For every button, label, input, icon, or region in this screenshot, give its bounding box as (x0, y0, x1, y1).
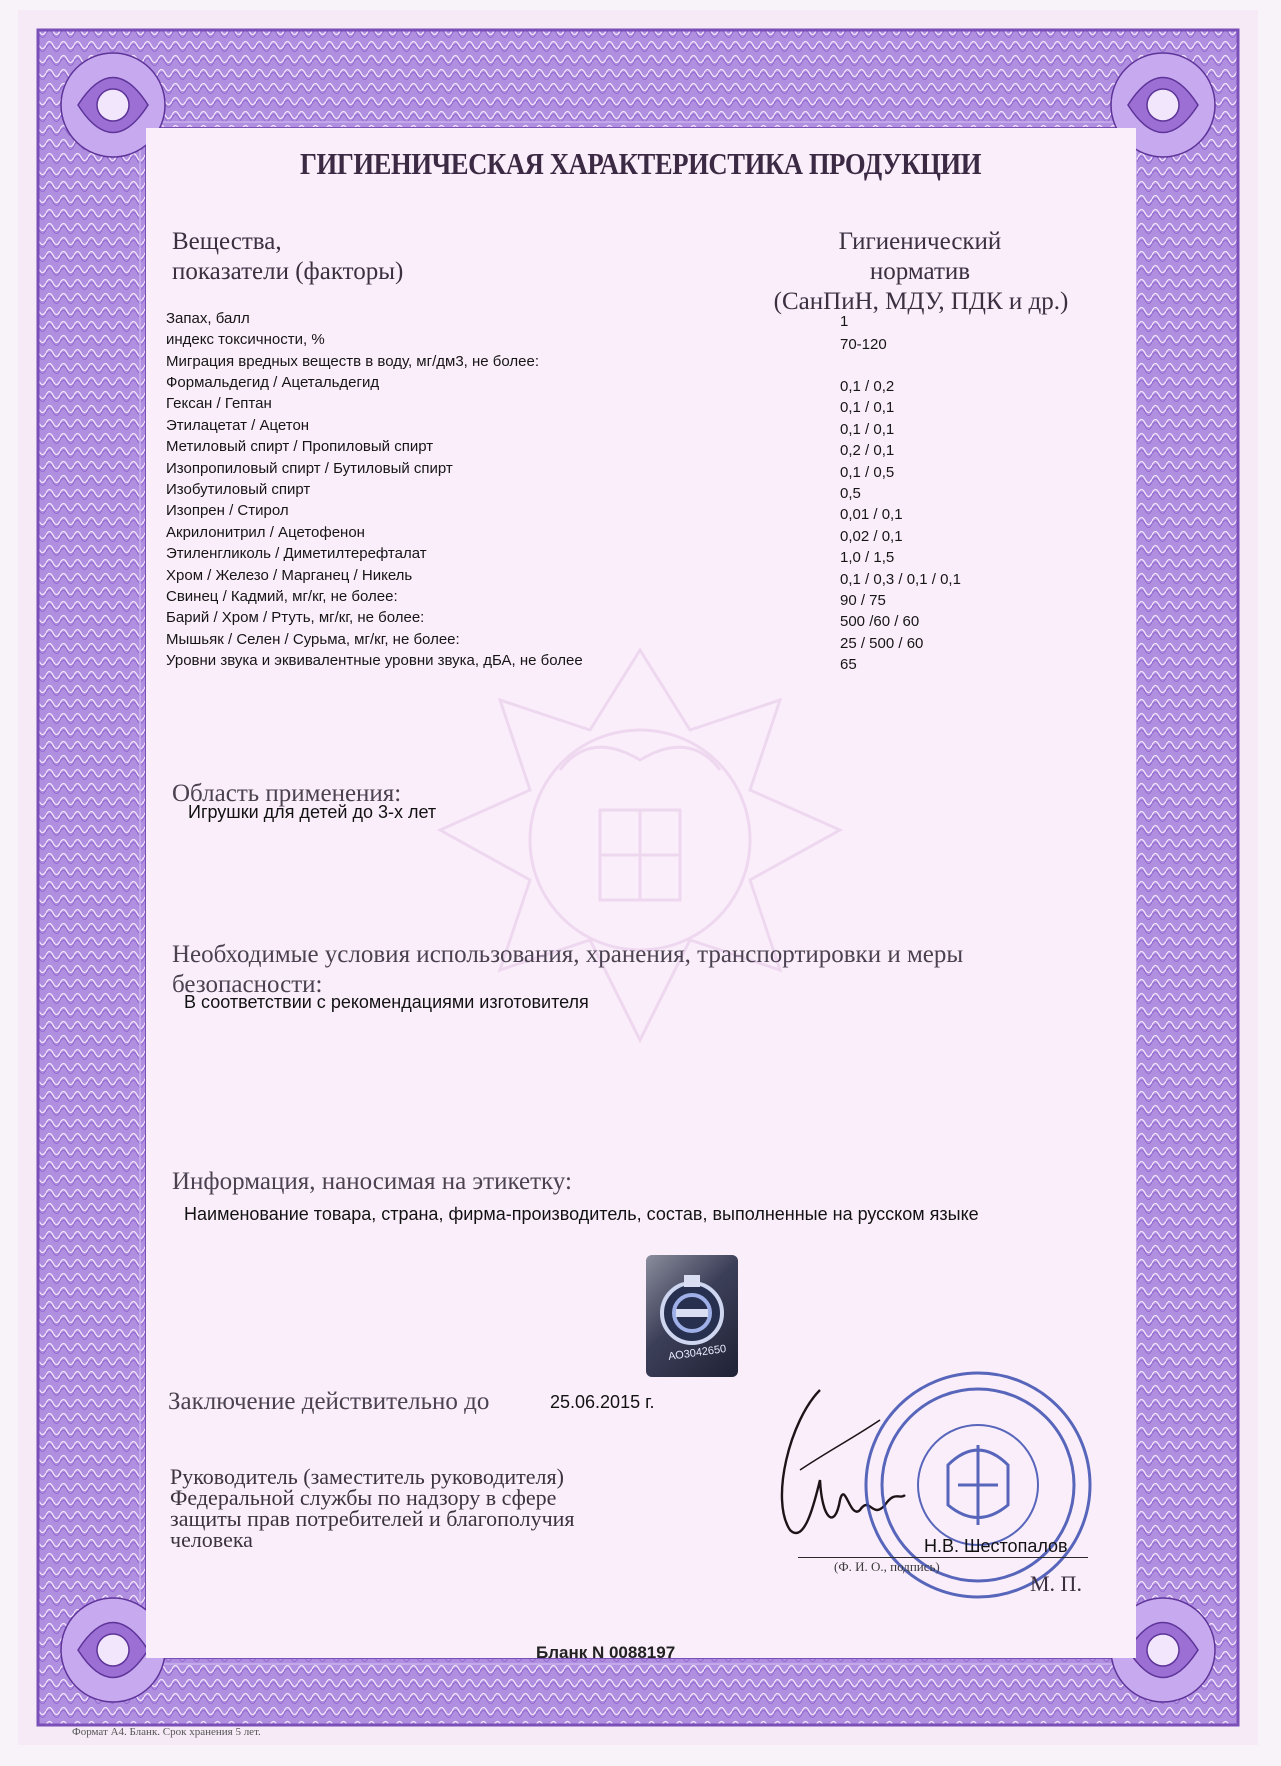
table-row-name: Этилацетат / Ацетон (166, 417, 310, 434)
page-title: ГИГИЕНИЧЕСКАЯ ХАРАКТЕРИСТИКА ПРОДУКЦИИ (299, 146, 982, 181)
validity-date: 25.06.2015 г. (550, 1392, 655, 1412)
table-row-name: индекс токсичности, % (166, 331, 325, 348)
blank-number: Бланк N 0088197 (536, 1643, 676, 1662)
conditions-value: В соответствии с рекомендациями изготовителя (184, 992, 589, 1012)
label-info-value: Наименование товара, страна, фирма-производитель, состав, выполненные на русском языке (184, 1204, 979, 1224)
column-header-substances-2: показатели (факторы) (172, 258, 404, 285)
table-row-name: Формальдегид / Ацетальдегид (166, 374, 380, 391)
table-row-name: Метиловый спирт / Пропиловый спирт (166, 438, 434, 455)
signature-line (798, 1557, 1088, 1558)
table-row-value: 0,1 / 0,1 (840, 399, 895, 416)
scope-value: Игрушки для детей до 3-х лет (188, 802, 437, 822)
column-header-norm-2: норматив (869, 258, 971, 285)
table-row-value: 1 (840, 313, 849, 330)
table-row-name: Акрилонитрил / Ацетофенон (166, 524, 365, 541)
table-row-value: 1,0 / 1,5 (840, 549, 895, 566)
table-row-name: Гексан / Гептан (166, 395, 272, 412)
table-row-name: Изопропиловый спирт / Бутиловый спирт (166, 460, 453, 477)
table-row-value: 0,1 / 0,5 (840, 464, 895, 481)
signer-name: Н.В. Шестопалов (924, 1536, 1068, 1556)
hologram-sticker (646, 1255, 738, 1377)
table-row-value: 65 (840, 656, 857, 673)
table-row-name: Изопрен / Стирол (166, 502, 289, 519)
seal-place-mark: М. П. (1030, 1571, 1082, 1596)
column-header-norm: Гигиенический (838, 228, 1002, 255)
hologram-number: АО3042650 (667, 1342, 728, 1364)
table-row-value: 70-120 (840, 336, 887, 353)
table-row-value: 500 /60 / 60 (840, 613, 920, 630)
table-row-name: Запах, балл (166, 310, 250, 327)
table-row-name: Мышьяк / Селен / Сурьма, мг/кг, не более: (166, 631, 460, 648)
table-row-name: Барий / Хром / Ртуть, мг/кг, не более: (166, 609, 425, 626)
table-row-value: 90 / 75 (840, 592, 886, 609)
conditions-label: Необходимые условия использования, хранения, транспортировки и меры безопасности: (172, 941, 964, 998)
manager-title: Руководитель (заместитель руководителя) Федеральной службы по надзору в сфере защиты прав потребителей и благополучия человека (170, 1464, 575, 1552)
table-row-value: 25 / 500 / 60 (840, 635, 924, 652)
table-row-value: 0,2 / 0,1 (840, 442, 895, 459)
table-row-value: 0,01 / 0,1 (840, 506, 903, 523)
table-row-value: 0,1 / 0,1 (840, 421, 895, 438)
table-row-value: 0,02 / 0,1 (840, 528, 903, 545)
table-row-value: 0,1 / 0,2 (840, 378, 895, 395)
table-row-value: 0,5 (840, 485, 861, 502)
table-row-name: Изобутиловый спирт (166, 481, 311, 498)
table-row-name: Миграция вредных веществ в воду, мг/дм3, не более: (166, 353, 539, 370)
scope-label: Область применения: (172, 780, 402, 807)
signer-caption: (Ф. И. О., подпись) (834, 1559, 940, 1574)
label-info-label: Информация, наносимая на этикетку: (172, 1168, 572, 1195)
table-row-name: Уровни звука и эквивалентные уровни звука, дБА, не более (166, 652, 583, 669)
table-row-name: Хром / Железо / Марганец / Никель (166, 567, 413, 584)
column-header-substances: Вещества, (172, 228, 282, 255)
footer-note: Формат А4. Бланк. Срок хранения 5 лет. (72, 1726, 261, 1738)
table-row-name: Этиленгликоль / Диметилтерефталат (166, 545, 427, 562)
column-header-norm-3: (СанПиН, МДУ, ПДК и др.) (773, 288, 1069, 315)
table-row-value: 0,1 / 0,3 / 0,1 / 0,1 (840, 571, 961, 588)
table-row-name: Свинец / Кадмий, мг/кг, не более: (166, 588, 398, 605)
validity-label: Заключение действительно до (168, 1388, 490, 1415)
